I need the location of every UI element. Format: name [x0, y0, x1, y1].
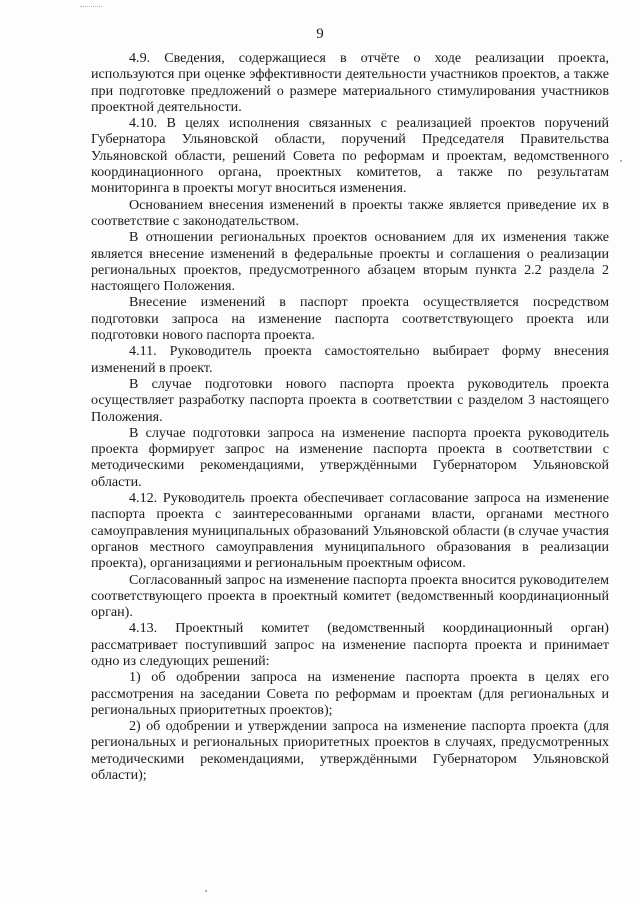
scan-artifact-mark	[80, 6, 102, 9]
list-item-2: 2) об одобрении и утверждении запроса на изменение паспорта проекта (для региональных и региональных приоритетных проектов в случаях, предусмотренных методическими рекомендациями, утверждёнными Губернатором Ульяновской области);	[91, 718, 609, 784]
paragraph-regional-projects: В отношении региональных проектов основанием для их изменения также является внесение изменений в федеральные проекты и соглашения о реализации региональных проектов, предусмотренного абзацем вторым пункта 2.2 раздела 2 настоящего Положения.	[91, 229, 609, 295]
paragraph-passport-changes: Внесение изменений в паспорт проекта осуществляется посредством подготовки запроса на изменение паспорта соответствующего проекта или подготовки нового паспорта проекта.	[91, 294, 609, 344]
page-number: 9	[316, 26, 324, 42]
paragraph-agreed-request: Согласованный запрос на изменение паспорта проекта вносится руководителем соответствующего проекта в проектный комитет (ведомственный координационный орган).	[91, 571, 609, 621]
paragraph-4-13: 4.13. Проектный комитет (ведомственный координационный орган) рассматривает поступивший запрос на изменение паспорта проекта и принимает одно из следующих решений:	[91, 620, 609, 669]
scan-artifact-dot	[205, 890, 207, 892]
paragraph-4-12: 4.12. Руководитель проекта обеспечивает согласование запроса на изменение паспорта проекта с заинтересованными органами власти, органами местного самоуправления муниципальных образований Ульяновской области (в случае участия органов местного самоуправления муниципального образования в реализации проекта), организациями и региональным проектным офисом.	[91, 490, 609, 572]
paragraph-4-10: 4.10. В целях исполнения связанных с реализацией проектов поручений Губернатора Ульяновской области, поручений Председателя Правительства Ульяновской области, решений Совета по реформам и проектам, ведомственного координационного органа, проектных комитетов, а также по результатам мониторинга в проекты могут вноситься изменения.	[91, 115, 609, 197]
paragraph-change-request: В случае подготовки запроса на изменение паспорта проекта руководитель проекта формирует запрос на изменение паспорта проекта в соответствии с методическими рекомендациями, утверждёнными Губернатором Ульяновской области.	[91, 424, 609, 490]
paragraph-4-11: 4.11. Руководитель проекта самостоятельно выбирает форму внесения изменений в проект.	[91, 343, 609, 376]
paragraph-legislation: Основанием внесения изменений в проекты также является приведение их в соответствие с законодательством.	[91, 196, 609, 229]
list-item-1: 1) об одобрении запроса на изменение паспорта проекта в целях его рассмотрения на заседании Совета по реформам и проектам (для региональных и региональных приоритетных проектов);	[91, 669, 609, 718]
paragraph-new-passport: В случае подготовки нового паспорта проекта руководитель проекта осуществляет разработку паспорта проекта в соответствии с разделом 3 настоящего Положения.	[91, 375, 609, 425]
paragraph-4-9: 4.9. Сведения, содержащиеся в отчёте о ходе реализации проекта, используются при оценке эффективности деятельности участников проектов, а также при подготовке предложений о размере материального стимулирования участников проектной деятельности.	[91, 50, 609, 115]
scan-artifact-dot	[620, 160, 622, 162]
document-body	[91, 50, 609, 783]
